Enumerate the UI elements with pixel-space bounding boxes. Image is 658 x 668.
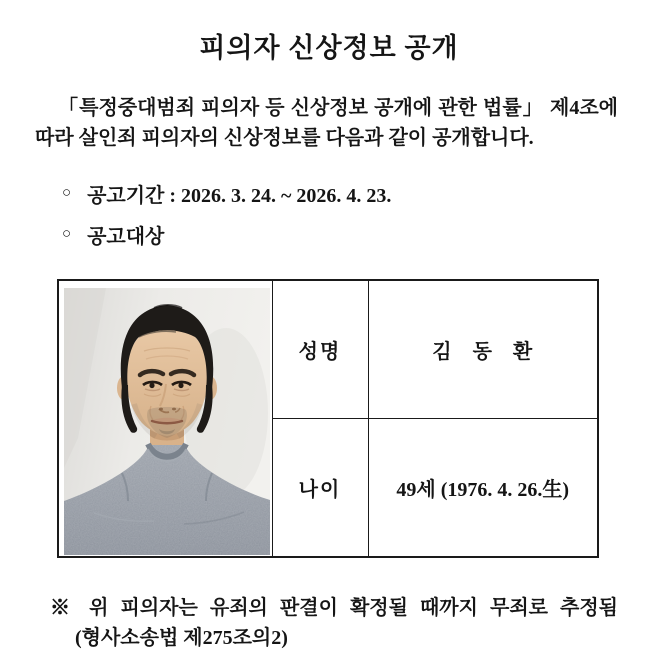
footnote-line-1 xyxy=(50,593,618,623)
intro-line-2: 따라 살인죄 피의자의 신상정보를 다음과 같이 공개합니다. xyxy=(35,127,534,149)
notice-period-text: 공고기간 : 2026. 3. 24. ~ 2026. 4. 23. xyxy=(87,184,392,207)
footnote xyxy=(50,593,618,653)
photo-cell xyxy=(58,280,272,557)
notice-period-item xyxy=(62,178,391,208)
reference-mark-icon: ※ xyxy=(50,597,78,619)
intro-line-1: 「특정중대범죄 피의자 등 신상정보 공개에 관한 법률」 제4조에 xyxy=(58,97,618,119)
notice-subject-text: 공고대상 xyxy=(87,225,165,248)
page-title: 피의자 신상정보 공개 xyxy=(199,33,459,63)
circle-bullet-icon: ○ xyxy=(62,225,72,242)
footnote-line-1-text: 위 피의자는 유죄의 판결이 확정될 때까지 무죄로 추정됨 xyxy=(89,597,619,619)
field-label-age: 나이 xyxy=(272,418,368,557)
field-value-age: 49세 (1976. 4. 26.生) xyxy=(368,418,598,557)
field-label-name: 성명 xyxy=(272,280,368,418)
field-value-name: 김 동 환 xyxy=(368,280,598,418)
circle-bullet-icon: ○ xyxy=(62,184,72,201)
mugshot-photo xyxy=(64,288,270,555)
notice-subject-item xyxy=(62,219,164,249)
suspect-info-table xyxy=(57,279,599,558)
footnote-line-2: (형사소송법 제275조의2) xyxy=(75,627,288,649)
intro-paragraph xyxy=(35,93,618,153)
